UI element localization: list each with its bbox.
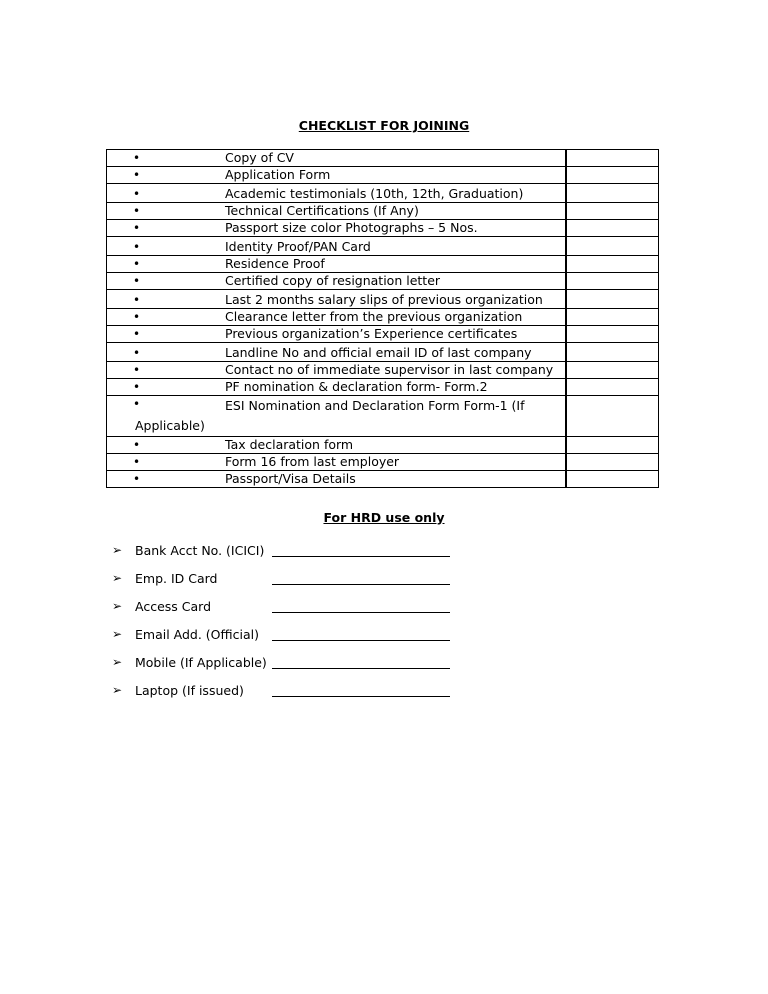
bullet-icon: • — [133, 455, 141, 469]
arrow-bullet-icon: ➢ — [112, 599, 123, 613]
hrd-blank-line[interactable] — [272, 640, 450, 641]
checklist-item-text: Landline No and official email ID of last company — [225, 345, 532, 360]
checklist-item-text: Academic testimonials (10th, 12th, Graduation) — [225, 186, 524, 201]
checklist-item-cell — [107, 362, 567, 379]
table-row — [107, 471, 659, 488]
hrd-item-label: Emp. ID Card — [135, 571, 218, 586]
checklist-item-text: Technical Certifications (If Any) — [225, 203, 419, 218]
table-row — [107, 454, 659, 471]
bullet-icon: • — [133, 472, 141, 486]
checklist-item-cell — [107, 184, 567, 203]
checklist-item-cell — [107, 471, 567, 488]
table-row — [107, 437, 659, 454]
checklist-item-text: Passport size color Photographs – 5 Nos. — [225, 220, 478, 235]
hrd-list — [112, 542, 472, 710]
hrd-item-label: Bank Acct No. (ICICI) — [135, 543, 265, 558]
hrd-item — [112, 682, 472, 710]
table-row — [107, 203, 659, 220]
checklist-item-text: Last 2 months salary slips of previous organization — [225, 292, 543, 307]
checklist-check-cell[interactable] — [566, 184, 659, 203]
hrd-section-title: For HRD use only — [323, 510, 445, 525]
bullet-icon: • — [133, 327, 141, 341]
checklist-item-cell — [107, 454, 567, 471]
table-row — [107, 150, 659, 167]
bullet-icon: • — [133, 397, 141, 411]
hrd-item-label: Access Card — [135, 599, 212, 614]
checklist-item-cell — [107, 326, 567, 343]
checklist-check-cell[interactable] — [566, 471, 659, 488]
arrow-bullet-icon: ➢ — [112, 543, 123, 557]
checklist-check-cell[interactable] — [566, 167, 659, 184]
checklist-check-cell[interactable] — [566, 437, 659, 454]
hrd-blank-line[interactable] — [272, 696, 450, 697]
arrow-bullet-icon: ➢ — [112, 683, 123, 697]
checklist-item-cell — [107, 396, 567, 437]
checklist-check-cell[interactable] — [566, 237, 659, 256]
checklist-item-cell — [107, 220, 567, 237]
table-row — [107, 237, 659, 256]
table-row — [107, 256, 659, 273]
hrd-item-label: Mobile (If Applicable) — [135, 655, 267, 670]
checklist-check-cell[interactable] — [566, 343, 659, 362]
checklist-item-text: ESI Nomination and Declaration Form Form-1 (If — [225, 398, 525, 413]
arrow-bullet-icon: ➢ — [112, 571, 123, 585]
checklist-item-text: Residence Proof — [225, 256, 325, 271]
joining-checklist-table — [106, 149, 659, 488]
checklist-item-text-continued: Applicable) — [135, 418, 205, 433]
checklist-item-cell — [107, 203, 567, 220]
bullet-icon: • — [133, 310, 141, 324]
checklist-check-cell[interactable] — [566, 396, 659, 437]
table-row — [107, 362, 659, 379]
checklist-item-cell — [107, 290, 567, 309]
table-row — [107, 309, 659, 326]
bullet-icon: • — [133, 438, 141, 452]
document-title: CHECKLIST FOR JOINING — [298, 118, 470, 133]
checklist-item-cell — [107, 273, 567, 290]
checklist-item-text: Tax declaration form — [225, 437, 354, 452]
bullet-icon: • — [133, 257, 141, 271]
bullet-icon: • — [133, 274, 141, 288]
checklist-check-cell[interactable] — [566, 273, 659, 290]
table-row — [107, 167, 659, 184]
checklist-item-text: Clearance letter from the previous organization — [225, 309, 523, 324]
table-row — [107, 220, 659, 237]
checklist-item-text: PF nomination & declaration form- Form.2 — [225, 379, 488, 394]
checklist-item-text: Contact no of immediate supervisor in last company — [225, 362, 554, 377]
bullet-icon: • — [133, 221, 141, 235]
hrd-item — [112, 654, 472, 682]
checklist-item-text: Passport/Visa Details — [225, 471, 356, 486]
table-row — [107, 184, 659, 203]
checklist-item-text: Form 16 from last employer — [225, 454, 400, 469]
hrd-blank-line[interactable] — [272, 612, 450, 613]
table-row — [107, 290, 659, 309]
checklist-item-cell — [107, 437, 567, 454]
arrow-bullet-icon: ➢ — [112, 655, 123, 669]
table-row — [107, 326, 659, 343]
hrd-item — [112, 598, 472, 626]
checklist-check-cell[interactable] — [566, 362, 659, 379]
checklist-check-cell[interactable] — [566, 203, 659, 220]
hrd-item — [112, 542, 472, 570]
bullet-icon: • — [133, 363, 141, 377]
checklist-item-text: Previous organization’s Experience certificates — [225, 326, 518, 341]
checklist-item-text: Copy of CV — [225, 150, 294, 165]
checklist-check-cell[interactable] — [566, 326, 659, 343]
checklist-check-cell[interactable] — [566, 379, 659, 396]
checklist-check-cell[interactable] — [566, 309, 659, 326]
table-row — [107, 273, 659, 290]
hrd-item-label: Email Add. (Official) — [135, 627, 259, 642]
checklist-item-cell — [107, 150, 567, 167]
bullet-icon: • — [133, 346, 141, 360]
checklist-item-text: Identity Proof/PAN Card — [225, 239, 371, 254]
bullet-icon: • — [133, 204, 141, 218]
hrd-blank-line[interactable] — [272, 668, 450, 669]
hrd-blank-line[interactable] — [272, 584, 450, 585]
checklist-check-cell[interactable] — [566, 290, 659, 309]
table-row — [107, 343, 659, 362]
bullet-icon: • — [133, 380, 141, 394]
checklist-item-cell — [107, 256, 567, 273]
table-row — [107, 379, 659, 396]
checklist-item-text: Certified copy of resignation letter — [225, 273, 441, 288]
table-row — [107, 396, 659, 437]
checklist-item-cell — [107, 237, 567, 256]
checklist-item-text: Application Form — [225, 167, 331, 182]
arrow-bullet-icon: ➢ — [112, 627, 123, 641]
hrd-item — [112, 626, 472, 654]
checklist-item-cell — [107, 167, 567, 184]
checklist-item-cell — [107, 343, 567, 362]
bullet-icon: • — [133, 240, 141, 254]
hrd-item — [112, 570, 472, 598]
checklist-item-cell — [107, 309, 567, 326]
bullet-icon: • — [133, 151, 141, 165]
bullet-icon: • — [133, 293, 141, 307]
bullet-icon: • — [133, 168, 141, 182]
hrd-blank-line[interactable] — [272, 556, 450, 557]
checklist-item-cell — [107, 379, 567, 396]
hrd-item-label: Laptop (If issued) — [135, 683, 244, 698]
checklist-check-cell[interactable] — [566, 220, 659, 237]
bullet-icon: • — [133, 187, 141, 201]
checklist-check-cell[interactable] — [566, 150, 659, 167]
checklist-check-cell[interactable] — [566, 256, 659, 273]
checklist-check-cell[interactable] — [566, 454, 659, 471]
